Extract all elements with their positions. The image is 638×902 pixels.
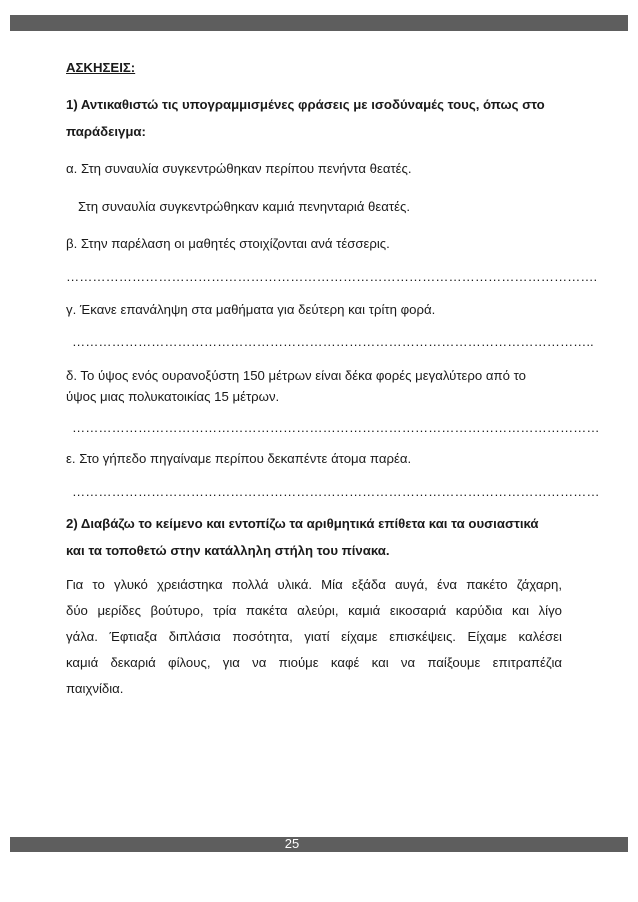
item-b-sentence: β. Στην παρέλαση οι μαθητές στοιχίζονται ανά τέσσερις. <box>66 236 390 251</box>
footer-bar <box>10 837 628 852</box>
item-a-example-answer: Στη συναυλία συγκεντρώθηκαν καμιά πενηνταριά θεατές. <box>78 199 411 214</box>
item-e-sentence: ε. Στο γήπεδο πηγαίναμε περίπου δεκαπέντε άτομα παρέα. <box>66 451 412 466</box>
exercise-2-passage <box>66 572 562 702</box>
passage-line-5: παιχνίδια. <box>66 681 124 696</box>
exercises-heading: ΑΣΚΗΣΕΙΣ: <box>66 60 136 75</box>
exercise-1-title-line-2: παράδειγμα: <box>66 124 146 139</box>
item-d-sentence-line-1: δ. Το ύψος ενός ουρανοξύστη 150 μέτρων είναι δέκα φορές μεγαλύτερο από το <box>66 368 526 383</box>
item-g-sentence: γ. Έκανε επανάληψη στα μαθήματα για δεύτερη και τρίτη φορά. <box>66 302 436 317</box>
item-d-sentence-line-2: ύψος μιας πολυκατοικίας 15 μέτρων. <box>66 389 280 404</box>
item-g-answer-line: ……………………………………………………………………………………………………….. <box>72 334 594 349</box>
header-bar <box>10 15 628 31</box>
exercise-2-title-line-2: και τα τοποθετώ στην κατάλληλη στήλη του πίνακα. <box>66 543 390 558</box>
passage-line-1: Για το γλυκό χρειάστηκα πολλά υλικά. Μία εξάδα αυγά, ένα πακέτο ζάχαρη, <box>66 577 562 592</box>
item-b-answer-line: …………………………………………………………………………………………………………. <box>66 269 598 284</box>
item-a-sentence: α. Στη συναυλία συγκεντρώθηκαν περίπου πενήντα θεατές. <box>66 161 412 176</box>
passage-line-3: γάλα. Έφτιαξα διπλάσια ποσότητα, γιατί είχαμε επισκέψεις. Είχαμε καλέσει <box>66 629 562 644</box>
item-d-answer-line: ………………………………………………………………………………………………………… <box>72 420 600 435</box>
page-number: 25 <box>284 836 300 851</box>
passage-line-4: καμιά δεκαριά φίλους, για να πιούμε καφέ και να παίξουμε επιτραπέζια <box>66 655 562 670</box>
exercise-1-title-line-1: 1) Αντικαθιστώ τις υπογραμμισμένες φράσεις με ισοδύναμές τους, όπως στο <box>66 97 545 112</box>
exercise-2-title-line-1: 2) Διαβάζω το κείμενο και εντοπίζω τα αριθμητικά επίθετα και τα ουσιαστικά <box>66 516 539 531</box>
passage-line-2: δύο μερίδες βούτυρο, τρία πακέτα αλεύρι, καμιά εικοσαριά καρύδια και λίγο <box>66 603 562 618</box>
item-e-answer-line: ………………………………………………………………………………………………………… <box>72 484 600 499</box>
